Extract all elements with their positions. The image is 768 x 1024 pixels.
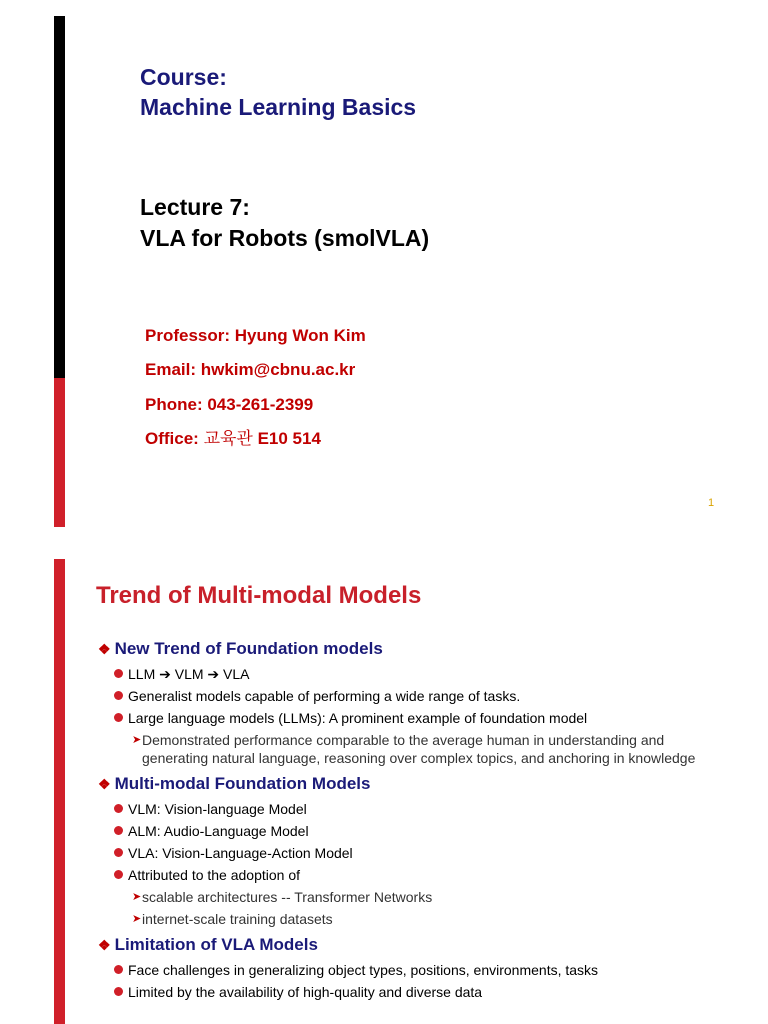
red-dot-bullet-icon (114, 987, 123, 996)
slide-content (98, 636, 728, 1005)
diamond-bullet-icon: ❖ (98, 937, 111, 953)
list-item: Generalist models capable of performing a wide range of tasks. (98, 687, 728, 705)
course-name: Machine Learning Basics (140, 94, 417, 120)
arrow-bullet-icon: ➤ (132, 891, 142, 903)
slide-title: Trend of Multi-modal Models (96, 582, 422, 609)
left-accent-bar-red (54, 559, 65, 1024)
red-dot-bullet-icon (114, 804, 123, 813)
section-foundation-trend (98, 636, 728, 767)
phone-number: Phone: 043-261-2399 (145, 394, 314, 414)
list-item: Large language models (LLMs): A prominent example of foundation model (98, 709, 728, 727)
arrow-bullet-icon: ➤ (132, 734, 142, 746)
office-location (145, 427, 366, 461)
email-address: Email: hwkim@cbnu.ac.kr (145, 360, 356, 380)
lecture-title (140, 192, 429, 254)
content-slide (0, 540, 768, 1024)
course-title (140, 62, 416, 122)
red-dot-bullet-icon (114, 870, 123, 879)
office-building: 교육관 (203, 428, 253, 448)
list-item: ALM: Audio-Language Model (98, 822, 728, 840)
lecture-name: VLA for Robots (smolVLA) (140, 225, 430, 251)
diamond-bullet-icon: ❖ (98, 641, 111, 657)
contact-info (145, 324, 366, 461)
left-accent-bar-red (54, 378, 65, 527)
office-label: Office: (145, 428, 204, 448)
section-vla-limitation (98, 932, 728, 1001)
section-heading: ❖ Multi-modal Foundation Models (98, 774, 371, 793)
left-accent-bar-black (54, 16, 65, 378)
sub-list-item: ➤ scalable architectures -- Transformer Networks (132, 889, 433, 905)
red-dot-bullet-icon (114, 669, 123, 678)
section-heading: ❖ New Trend of Foundation models (98, 639, 383, 658)
office-room: E10 514 (252, 428, 321, 448)
section-multimodal-foundation (98, 771, 728, 928)
red-dot-bullet-icon (114, 848, 123, 857)
lecture-label: Lecture 7: (140, 194, 250, 220)
sub-list-item: ➤ internet-scale training datasets (132, 911, 333, 927)
list-item: Limited by the availability of high-quality and diverse data (98, 983, 728, 1001)
red-dot-bullet-icon (114, 691, 123, 700)
diamond-bullet-icon: ❖ (98, 776, 111, 792)
list-item: Face challenges in generalizing object types, positions, environments, tasks (98, 961, 728, 979)
list-item: Attributed to the adoption of (98, 866, 728, 884)
professor-name: Professor: Hyung Won Kim (145, 326, 366, 345)
red-dot-bullet-icon (114, 713, 123, 722)
sub-list-item: ➤ Demonstrated performance comparable to the average human in understanding and generating natural language, reasoning over complex topics, and anchoring in knowledge (132, 732, 696, 766)
red-dot-bullet-icon (114, 826, 123, 835)
list-item: LLM ➔ VLM ➔ VLA (98, 665, 728, 683)
list-item: VLA: Vision-Language-Action Model (98, 844, 728, 862)
page-number: 1 (708, 497, 715, 509)
arrow-bullet-icon: ➤ (132, 913, 142, 925)
list-item: VLM: Vision-language Model (98, 800, 728, 818)
course-label: Course: (140, 64, 227, 90)
red-dot-bullet-icon (114, 965, 123, 974)
section-heading: ❖ Limitation of VLA Models (98, 935, 318, 954)
